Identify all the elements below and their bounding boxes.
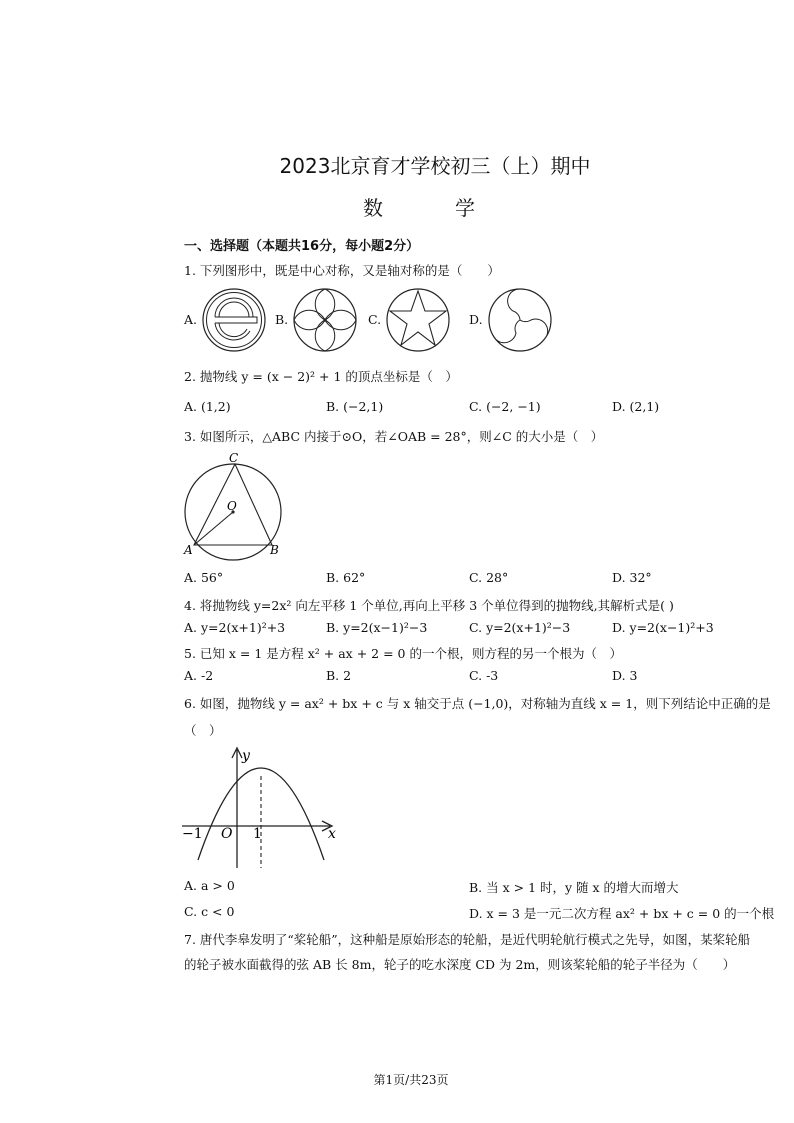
q6-label-x: x xyxy=(328,826,336,842)
q5-option-d: D. 3 xyxy=(612,668,638,683)
q6-option-a: A. a > 0 xyxy=(184,878,235,893)
q3-option-b: B. 62° xyxy=(326,570,366,585)
q4-option-b: B. y=2(x−1)²−3 xyxy=(326,620,428,635)
q1-figure-a xyxy=(200,287,268,353)
q6-figure xyxy=(180,742,345,872)
q1-figure-d xyxy=(487,287,553,353)
section-heading: 一、选择题（本题共16分，每小题2分） xyxy=(184,239,420,254)
q6-paren: （ ） xyxy=(184,723,222,738)
q6-option-d: D. x = 3 是一元二次方程 ax² + bx + c = 0 的一个根 xyxy=(469,906,775,921)
q2-option-c: C. (−2, −1) xyxy=(469,399,541,414)
q4-stem: 4. 将抛物线 y=2x² 向左平移 1 个单位,再向上平移 3 个单位得到的抛物线,其解析式是( ) xyxy=(184,598,674,613)
q4-option-d: D. y=2(x−1)²+3 xyxy=(612,620,714,635)
q6-option-b: B. 当 x > 1 时，y 随 x 的增大而增大 xyxy=(469,880,679,895)
q6-option-c: C. c < 0 xyxy=(184,904,235,919)
q5-option-a: A. -2 xyxy=(184,668,214,683)
q7-line-2: 的轮子被水面截得的弦 AB 长 8m，轮子的吃水深度 CD 为 2m，则该桨轮船的轮子半径为（ ） xyxy=(184,957,736,972)
q3-option-d: D. 32° xyxy=(612,570,652,585)
q3-option-c: C. 28° xyxy=(469,570,509,585)
q3-label-a: A xyxy=(184,543,193,557)
q2-option-d: D. (2,1) xyxy=(612,399,660,414)
q5-option-b: B. 2 xyxy=(326,668,352,683)
q6-label-one: 1 xyxy=(253,826,262,842)
q7-line-1: 7. 唐代李皋发明了“桨轮船”，这种船是原始形态的轮船，是近代明轮航行模式之先导，如图，某桨轮船 xyxy=(184,932,751,947)
q1-figure-c xyxy=(385,287,451,353)
q3-label-b: B xyxy=(270,543,279,557)
q5-stem: 5. 已知 x = 1 是方程 x² + ax + 2 = 0 的一个根，则方程的另一个根为（ ） xyxy=(184,646,622,661)
q1-label-c: C. xyxy=(368,312,382,327)
subject-title: 数 学 xyxy=(363,196,501,220)
q2-option-a: A. (1,2) xyxy=(184,399,231,414)
q3-stem: 3. 如图所示，△ABC 内接于⊙O，若∠OAB = 28°，则∠C 的大小是（ ） xyxy=(184,429,604,444)
q1-label-a: A. xyxy=(184,312,198,327)
q6-label-neg1: −1 xyxy=(182,826,203,842)
q4-option-c: C. y=2(x+1)²−3 xyxy=(469,620,571,635)
q3-label-c: C xyxy=(229,451,239,465)
q2-option-b: B. (−2,1) xyxy=(326,399,384,414)
q1-label-d: D. xyxy=(469,312,483,327)
q5-option-c: C. -3 xyxy=(469,668,499,683)
page-footer: 第1页/共23页 xyxy=(373,1073,449,1087)
q3-option-a: A. 56° xyxy=(184,570,224,585)
q2-stem: 2. 抛物线 y = (x − 2)² + 1 的顶点坐标是（ ） xyxy=(184,369,458,384)
q4-option-a: A. y=2(x+1)²+3 xyxy=(184,620,286,635)
q6-label-y: y xyxy=(242,748,250,764)
q6-label-origin: O xyxy=(221,826,233,842)
q1-stem: 1. 下列图形中，既是中心对称，又是轴对称的是（ ） xyxy=(184,263,500,278)
q6-stem: 6. 如图，抛物线 y = ax² + bx + c 与 x 轴交于点 (−1,0)，对称轴为直线 x = 1，则下列结论中正确的是 xyxy=(184,696,771,711)
page-title: 2023北京育才学校初三（上）期中 xyxy=(279,154,591,178)
q1-label-b: B. xyxy=(275,312,289,327)
q3-label-o: O xyxy=(227,499,237,513)
q3-figure xyxy=(182,450,292,558)
q1-figure-b xyxy=(292,287,358,353)
